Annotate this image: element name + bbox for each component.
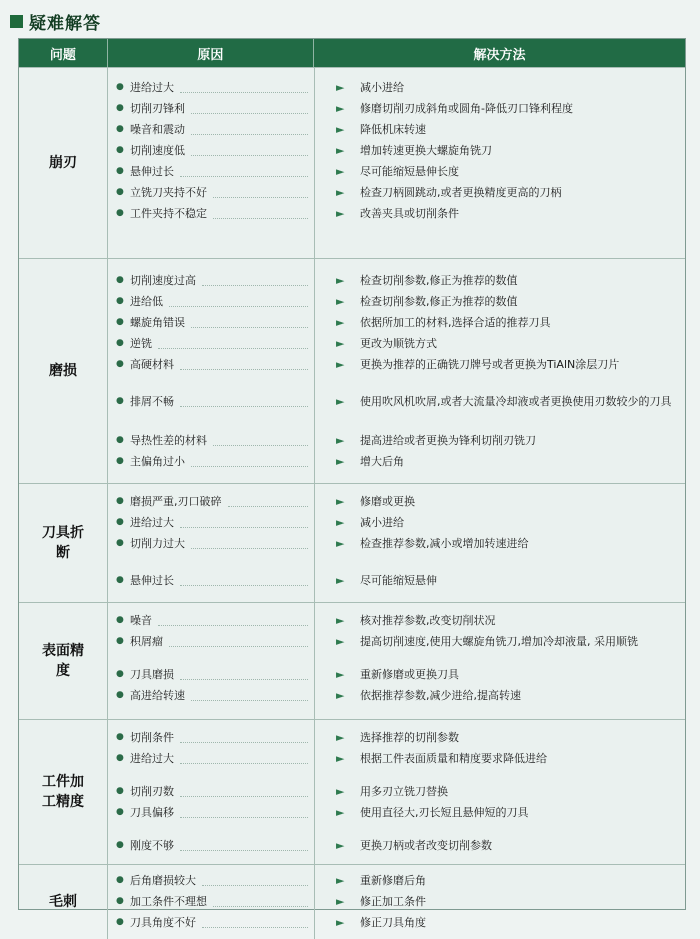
header-problem: 问题 (19, 39, 108, 67)
solution-cell (314, 728, 680, 747)
arrow-icon: ► (336, 537, 345, 550)
arrow-icon: ► (336, 916, 345, 929)
cause-cell (108, 334, 314, 353)
solution-cell (314, 392, 680, 411)
arrow-icon: ► (336, 785, 345, 798)
cause-text: 切削力过大 (130, 537, 185, 550)
bullet-icon: ● (116, 166, 124, 176)
solution-cell (314, 452, 680, 471)
cause-cell (108, 803, 314, 822)
cause-cell (108, 355, 314, 374)
table-row (108, 513, 685, 532)
solution-cell (314, 665, 680, 684)
problem-label (19, 259, 108, 483)
bullet-icon: ● (116, 896, 124, 906)
cause-cell (108, 611, 314, 630)
cause-cell (108, 571, 314, 590)
solution-cell (314, 513, 680, 532)
solution-text: 检查推荐参数,减小或增加转速进给 (360, 537, 529, 550)
table-row (108, 632, 685, 651)
cause-cell (108, 513, 314, 532)
solution-cell (314, 355, 680, 374)
cause-text: 进给过大 (130, 516, 174, 529)
cause-text: 磨损严重,刃口破碎 (130, 495, 222, 508)
cause-cell (108, 782, 314, 801)
solution-text: 修磨或更换 (360, 495, 415, 508)
arrow-icon: ► (336, 895, 345, 908)
solution-text: 减小进给 (360, 516, 404, 529)
problem-label (19, 68, 108, 258)
problem-rows (108, 68, 685, 258)
bullet-icon: ● (116, 538, 124, 548)
solution-text: 重新修磨后角 (360, 874, 426, 887)
arrow-icon: ► (336, 144, 345, 157)
bullet-icon: ● (116, 875, 124, 885)
cause-text: 工件夹持不稳定 (130, 207, 207, 220)
cause-cell (108, 120, 314, 139)
arrow-icon: ► (336, 752, 345, 765)
arrow-icon: ► (336, 635, 345, 648)
cause-cell (108, 492, 314, 511)
table-row (108, 355, 685, 374)
cause-text: 刀具偏移 (130, 806, 174, 819)
arrow-icon: ► (336, 614, 345, 627)
arrow-icon: ► (336, 839, 345, 852)
solution-text: 使用直径大,刃长短且悬伸短的刀具 (360, 806, 529, 819)
problem-label (19, 720, 108, 864)
table-row (108, 836, 685, 855)
solution-cell (314, 571, 680, 590)
problem-name: 表面精度 (42, 643, 84, 679)
cause-text: 悬伸过长 (130, 574, 174, 587)
table-row (108, 271, 685, 290)
solution-text: 检查刀柄圆跳动,或者更换精度更高的刀柄 (360, 186, 562, 199)
solution-cell (314, 836, 680, 855)
solution-text: 更换刀柄或者改变切削参数 (360, 839, 492, 852)
solution-cell (314, 78, 680, 97)
solution-cell (314, 99, 680, 118)
cause-text: 切削速度低 (130, 144, 185, 157)
cause-text: 进给过大 (130, 752, 174, 765)
cause-cell (108, 204, 314, 223)
bullet-icon: ● (116, 669, 124, 679)
problem-name: 工件加工精度 (42, 774, 84, 810)
arrow-icon: ► (336, 274, 345, 287)
solution-text: 核对推荐参数,改变切削状况 (360, 614, 496, 627)
cause-text: 排屑不畅 (130, 395, 174, 408)
header-cause: 原因 (108, 39, 314, 67)
cause-cell (108, 78, 314, 97)
cause-cell (108, 141, 314, 160)
arrow-icon: ► (336, 574, 345, 587)
leader-dots (158, 338, 308, 349)
arrow-icon: ► (336, 689, 345, 702)
table-row (108, 665, 685, 684)
leader-dots (191, 456, 308, 467)
solution-cell (314, 492, 680, 511)
table-row (108, 913, 685, 932)
solution-cell (314, 871, 680, 890)
solution-text: 依据所加工的材料,选择合适的推荐刀具 (360, 316, 551, 329)
leader-dots (202, 275, 308, 286)
table-row (108, 803, 685, 822)
bullet-icon: ● (116, 145, 124, 155)
page-title: 疑难解答 (29, 13, 101, 34)
solution-cell (314, 534, 680, 553)
leader-dots (180, 753, 308, 764)
bullet-icon: ● (116, 840, 124, 850)
solution-text: 检查切削参数,修正为推荐的数值 (360, 274, 518, 287)
problem-group (19, 719, 685, 864)
cause-text: 切削刃锋利 (130, 102, 185, 115)
cause-text: 切削刃数 (130, 785, 174, 798)
arrow-icon: ► (336, 455, 345, 468)
arrow-icon: ► (336, 207, 345, 220)
cause-cell (108, 392, 314, 411)
cause-text: 螺旋角错误 (130, 316, 185, 329)
problem-group (19, 483, 685, 602)
table-row (108, 728, 685, 747)
solution-text: 选择推荐的切削参数 (360, 731, 459, 744)
cause-text: 主偏角过小 (130, 455, 185, 468)
solution-text: 用多刃立铣刀替换 (360, 785, 448, 798)
bullet-icon: ● (116, 124, 124, 134)
leader-dots (191, 538, 308, 549)
cause-cell (108, 665, 314, 684)
arrow-icon: ► (336, 186, 345, 199)
cause-text: 高进给转速 (130, 689, 185, 702)
solution-cell (314, 749, 680, 768)
title-square-icon (10, 15, 23, 28)
solution-cell (314, 313, 680, 332)
table-row (108, 392, 685, 411)
table-row (108, 534, 685, 553)
bullet-icon: ● (116, 732, 124, 742)
cause-text: 积屑瘤 (130, 635, 163, 648)
cause-cell (108, 99, 314, 118)
cause-text: 刀具磨损 (130, 668, 174, 681)
cause-text: 切削条件 (130, 731, 174, 744)
leader-dots (213, 435, 308, 446)
solution-cell (314, 686, 680, 705)
cause-cell (108, 892, 314, 911)
leader-dots (180, 359, 308, 370)
solution-cell (314, 120, 680, 139)
title-bar (10, 8, 101, 34)
solution-text: 修磨切削刃成斜角或圆角-降低刃口锋利程度 (360, 102, 573, 115)
bullet-icon: ● (116, 575, 124, 585)
leader-dots (191, 103, 308, 114)
bullet-icon: ● (116, 917, 124, 927)
table-row (108, 686, 685, 705)
leader-dots (213, 187, 308, 198)
leader-dots (180, 786, 308, 797)
solution-cell (314, 162, 680, 181)
bullet-icon: ● (116, 636, 124, 646)
leader-dots (180, 575, 308, 586)
problem-name: 磨损 (49, 363, 77, 379)
solution-cell (314, 913, 680, 932)
solution-text: 尽可能缩短悬伸长度 (360, 165, 459, 178)
arrow-icon: ► (336, 668, 345, 681)
leader-dots (191, 317, 308, 328)
problem-rows (108, 865, 685, 939)
problem-group (19, 602, 685, 719)
troubleshooting-table (18, 38, 686, 929)
leader-dots (158, 615, 308, 626)
cause-cell (108, 431, 314, 450)
arrow-icon: ► (336, 806, 345, 819)
leader-dots (191, 690, 308, 701)
bullet-icon: ● (116, 456, 124, 466)
leader-dots (180, 669, 308, 680)
bullet-icon: ● (116, 615, 124, 625)
solution-cell (314, 611, 680, 630)
cause-cell (108, 871, 314, 890)
table-row (108, 749, 685, 768)
arrow-icon: ► (336, 123, 345, 136)
solution-cell (314, 431, 680, 450)
leader-dots (180, 840, 308, 851)
bullet-icon: ● (116, 338, 124, 348)
leader-dots (228, 496, 309, 507)
bullet-icon: ● (116, 753, 124, 763)
problem-group (19, 864, 685, 939)
cause-text: 立铣刀夹持不好 (130, 186, 207, 199)
leader-dots (180, 807, 308, 818)
solution-text: 使用吹风机吹屑,或者大流量冷却液或者更换使用刃数较少的刀具 (360, 395, 672, 408)
leader-dots (213, 208, 308, 219)
solution-text: 增大后角 (360, 455, 404, 468)
leader-dots (213, 896, 308, 907)
solution-text: 增加转速更换大螺旋角铣刀 (360, 144, 492, 157)
leader-dots (180, 732, 308, 743)
arrow-icon: ► (336, 358, 345, 371)
solution-cell (314, 334, 680, 353)
bullet-icon: ● (116, 807, 124, 817)
table-row (108, 871, 685, 890)
problem-label (19, 484, 108, 602)
table-row (108, 431, 685, 450)
problem-rows (108, 603, 685, 719)
arrow-icon: ► (336, 731, 345, 744)
leader-dots (202, 917, 308, 928)
cause-cell (108, 749, 314, 768)
table-header (19, 39, 685, 67)
arrow-icon: ► (336, 165, 345, 178)
table-row (108, 313, 685, 332)
leader-dots (180, 166, 308, 177)
cause-text: 刀具角度不好 (130, 916, 196, 929)
cause-text: 高硬材料 (130, 358, 174, 371)
leader-dots (180, 517, 308, 528)
cause-cell (108, 292, 314, 311)
problem-name: 崩刃 (49, 155, 77, 171)
bullet-icon: ● (116, 435, 124, 445)
cause-cell (108, 162, 314, 181)
leader-dots (169, 636, 308, 647)
bullet-icon: ● (116, 690, 124, 700)
solution-text: 提高切削速度,使用大螺旋角铣刀,增加冷却液量, 采用顺铣 (360, 635, 638, 648)
bullet-icon: ● (116, 496, 124, 506)
leader-dots (191, 124, 308, 135)
table-body (19, 67, 685, 939)
arrow-icon: ► (336, 337, 345, 350)
cause-cell (108, 452, 314, 471)
solution-cell (314, 632, 680, 651)
bullet-icon: ● (116, 275, 124, 285)
leader-dots (180, 396, 308, 407)
leader-dots (202, 875, 308, 886)
table-row (108, 571, 685, 590)
table-row (108, 292, 685, 311)
solution-text: 重新修磨或更换刀具 (360, 668, 459, 681)
arrow-icon: ► (336, 102, 345, 115)
cause-cell (108, 271, 314, 290)
leader-dots (191, 145, 308, 156)
bullet-icon: ● (116, 317, 124, 327)
bullet-icon: ● (116, 296, 124, 306)
arrow-icon: ► (336, 81, 345, 94)
cause-cell (108, 632, 314, 651)
arrow-icon: ► (336, 395, 345, 408)
bullet-icon: ● (116, 359, 124, 369)
table-row (108, 892, 685, 911)
cause-text: 后角磨损较大 (130, 874, 196, 887)
table-row (108, 183, 685, 202)
leader-dots (169, 296, 308, 307)
cause-text: 逆铣 (130, 337, 152, 350)
table-row (108, 492, 685, 511)
cause-cell (108, 534, 314, 553)
solution-cell (314, 204, 680, 223)
problem-group (19, 258, 685, 483)
table-row (108, 120, 685, 139)
solution-cell (314, 141, 680, 160)
solution-text: 更换为推荐的正确铣刀牌号或者更换为TiAlN涂层刀片 (360, 358, 620, 371)
solution-cell (314, 892, 680, 911)
arrow-icon: ► (336, 434, 345, 447)
cause-text: 加工条件不理想 (130, 895, 207, 908)
table-row (108, 78, 685, 97)
cause-text: 切削速度过高 (130, 274, 196, 287)
table-row (108, 782, 685, 801)
bullet-icon: ● (116, 786, 124, 796)
problem-rows (108, 484, 685, 602)
solution-cell (314, 782, 680, 801)
problem-rows (108, 259, 685, 483)
bullet-icon: ● (116, 187, 124, 197)
bullet-icon: ● (116, 208, 124, 218)
solution-text: 降低机床转速 (360, 123, 426, 136)
cause-text: 导热性差的材料 (130, 434, 207, 447)
bullet-icon: ● (116, 517, 124, 527)
solution-text: 更改为顺铣方式 (360, 337, 437, 350)
problem-rows (108, 720, 685, 864)
arrow-icon: ► (336, 516, 345, 529)
problem-group (19, 67, 685, 258)
cause-text: 噪音和震动 (130, 123, 185, 136)
table-row (108, 204, 685, 223)
cause-cell (108, 313, 314, 332)
header-solution: 解决方法 (473, 47, 526, 63)
table-row (108, 99, 685, 118)
solution-cell (314, 292, 680, 311)
cause-text: 悬伸过长 (130, 165, 174, 178)
solution-cell (314, 803, 680, 822)
solution-cell (314, 183, 680, 202)
bullet-icon: ● (116, 396, 124, 406)
problem-label (19, 603, 108, 719)
arrow-icon: ► (336, 495, 345, 508)
solution-text: 根据工件表面质量和精度要求降低进给 (360, 752, 547, 765)
arrow-icon: ► (336, 295, 345, 308)
table-row (108, 611, 685, 630)
problem-name: 毛刺 (49, 894, 77, 910)
cause-cell (108, 836, 314, 855)
solution-text: 检查切削参数,修正为推荐的数值 (360, 295, 518, 308)
arrow-icon: ► (336, 316, 345, 329)
cause-cell (108, 728, 314, 747)
cause-text: 进给过大 (130, 81, 174, 94)
table-row (108, 334, 685, 353)
cause-cell (108, 183, 314, 202)
table-row (108, 162, 685, 181)
cause-text: 刚度不够 (130, 839, 174, 852)
cause-cell (108, 686, 314, 705)
solution-cell (314, 271, 680, 290)
solution-text: 修正加工条件 (360, 895, 426, 908)
cause-text: 进给低 (130, 295, 163, 308)
table-row (108, 141, 685, 160)
solution-text: 改善夹具或切削条件 (360, 207, 459, 220)
problem-name: 刀具折断 (42, 525, 84, 561)
leader-dots (180, 82, 308, 93)
solution-text: 依据推荐参数,减少进给,提高转速 (360, 689, 521, 702)
solution-text: 提高进给或者更换为锋利切削刃铣刀 (360, 434, 536, 447)
bullet-icon: ● (116, 103, 124, 113)
arrow-icon: ► (336, 874, 345, 887)
solution-text: 尽可能缩短悬伸 (360, 574, 437, 587)
problem-label (19, 865, 108, 939)
table-row (108, 452, 685, 471)
cause-text: 噪音 (130, 614, 152, 627)
solution-text: 减小进给 (360, 81, 404, 94)
solution-text: 修正刀具角度 (360, 916, 426, 929)
bullet-icon: ● (116, 82, 124, 92)
cause-cell (108, 913, 314, 932)
